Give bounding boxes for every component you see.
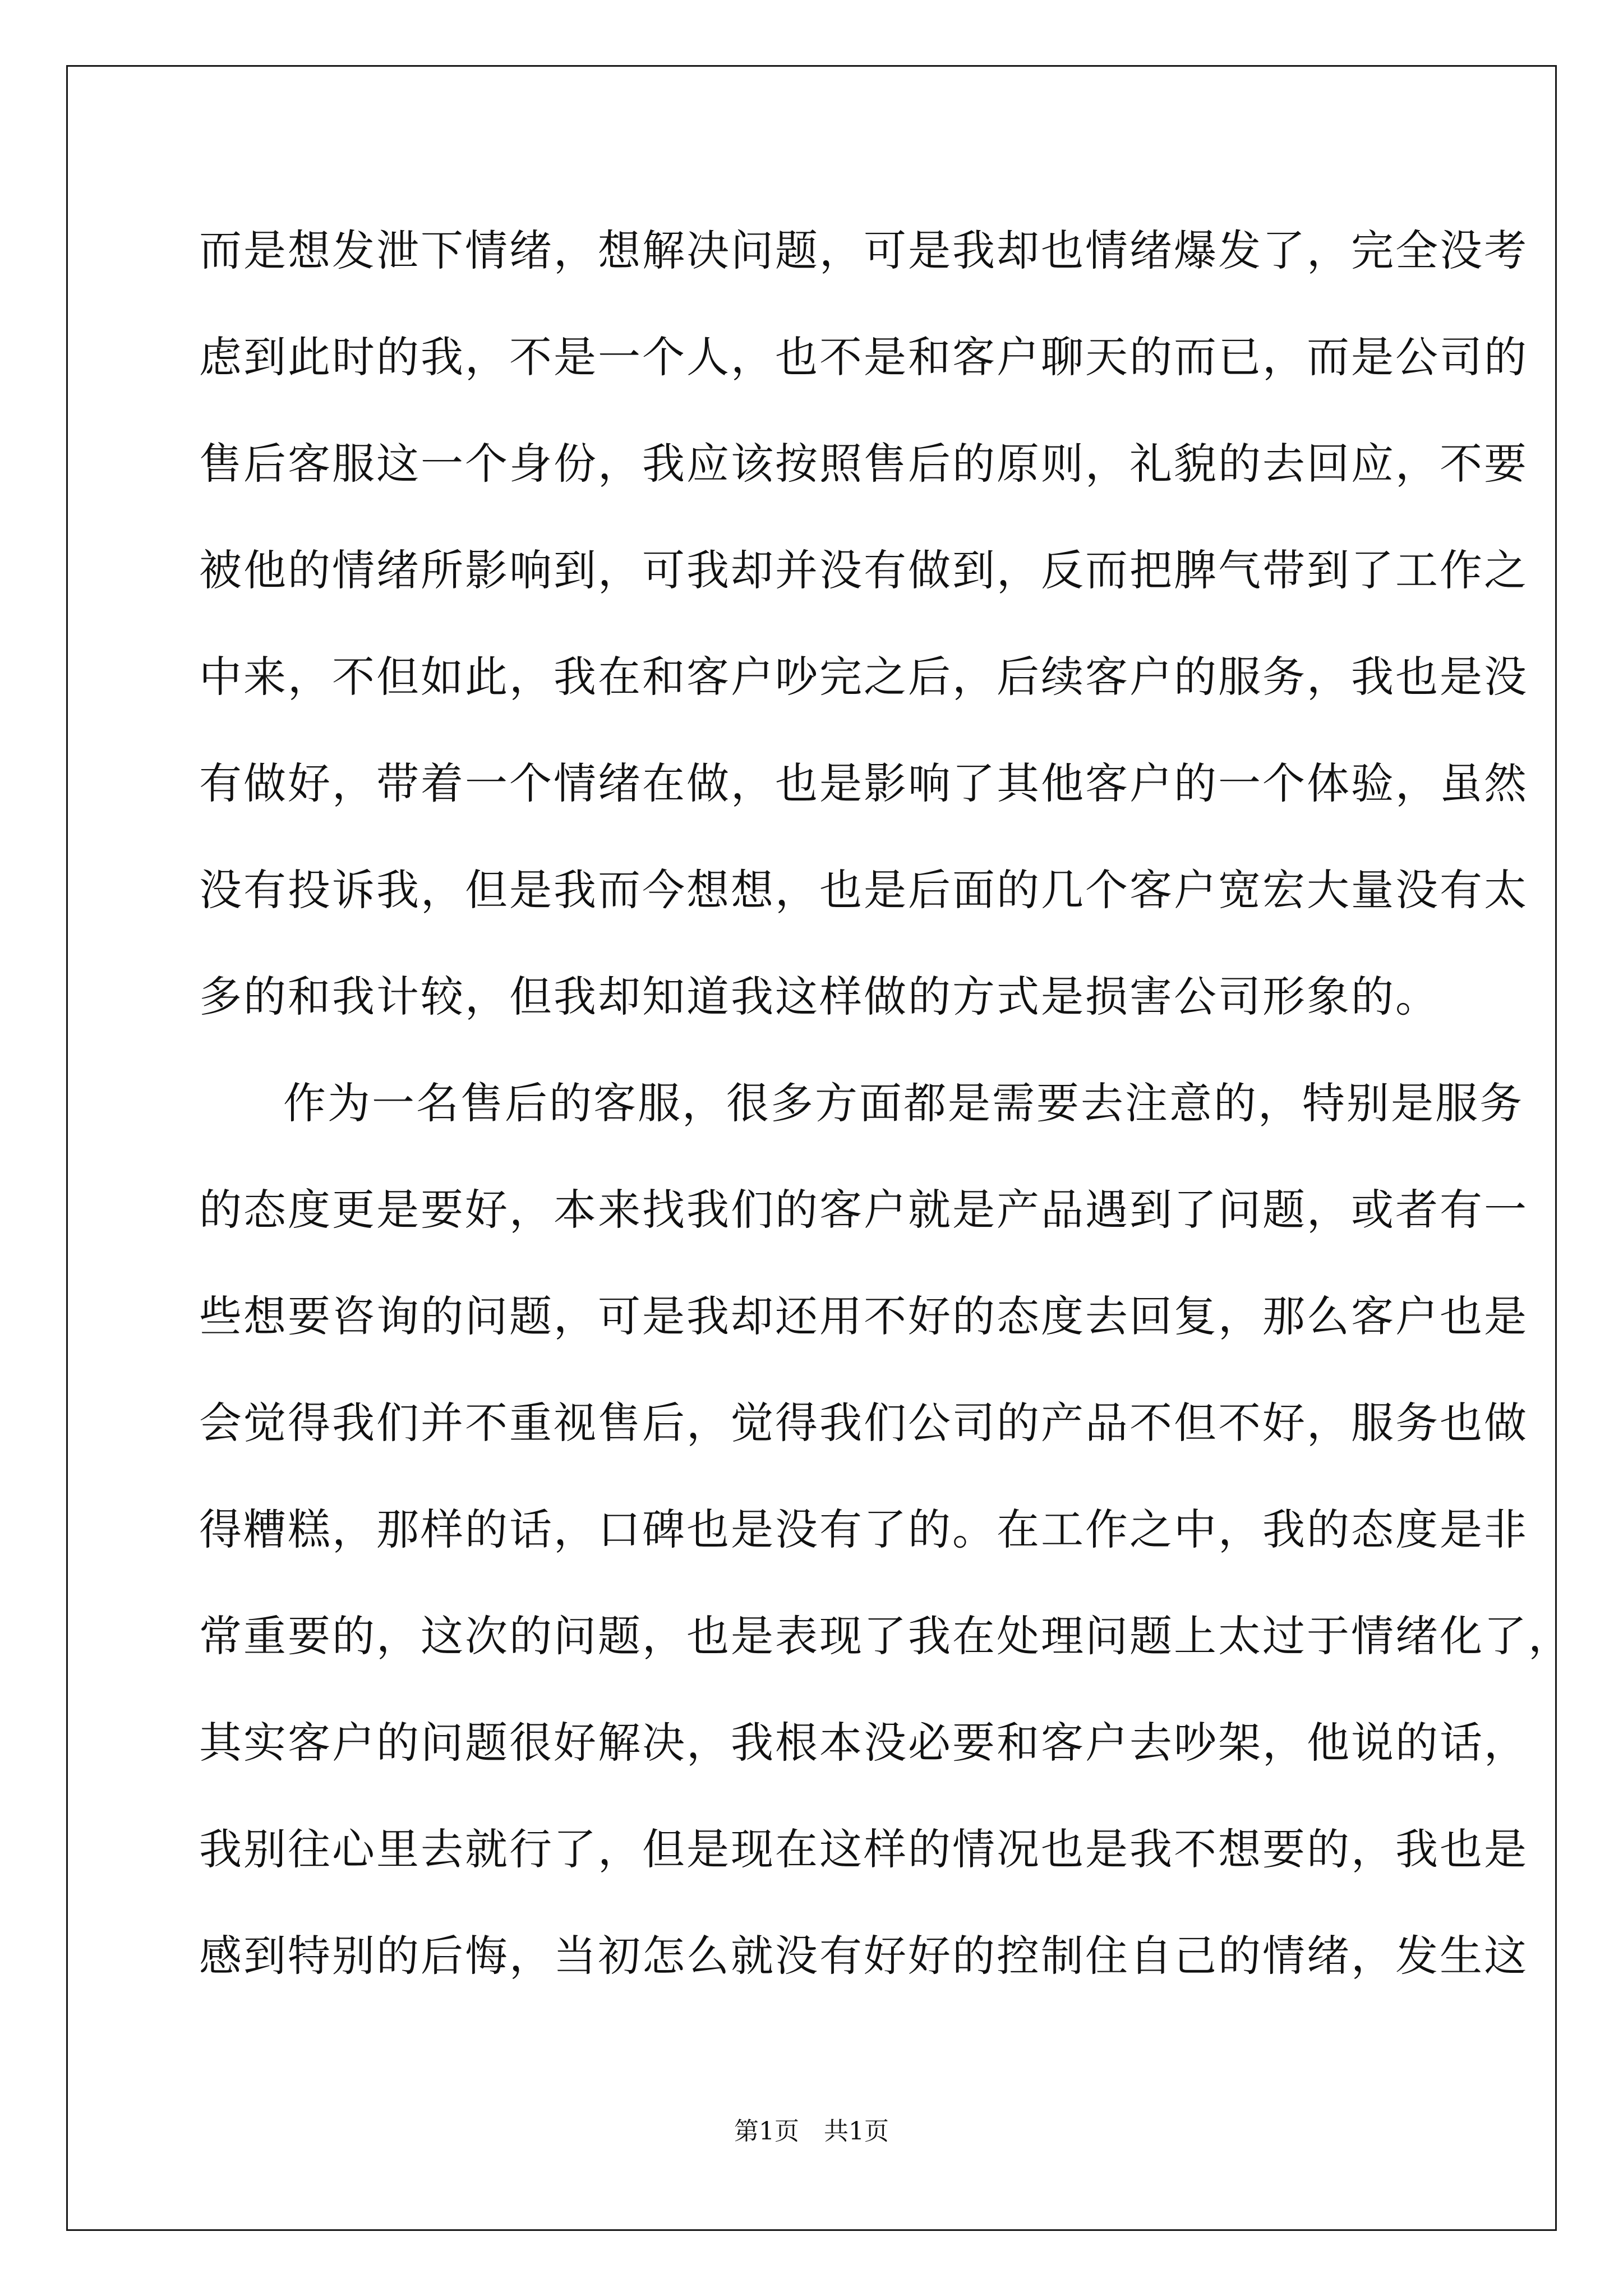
text-line: 中来，不但如此，我在和客户吵完之后，后续客户的服务，我也是没 [199,652,1528,702]
text-line: 有做好，带着一个情绪在做，也是影响了其他客户的一个体验，虽然 [199,758,1528,808]
text-line: 常重要的，这次的问题，也是表现了我在处理问题上太过于情绪化了， [199,1611,1573,1661]
page-number-footer: 第1页 共1页 [734,2117,889,2146]
text-line: 虑到此时的我，不是一个人，也不是和客户聊天的而已，而是公司的 [199,332,1528,382]
text-line: 得糟糕，那样的话，口碑也是没有了的。在工作之中，我的态度是非 [199,1504,1528,1554]
text-line: 我别往心里去就行了，但是现在这样的情况也是我不想要的，我也是 [199,1824,1528,1874]
text-line: 而是想发泄下情绪，想解决问题，可是我却也情绪爆发了，完全没考 [199,226,1528,275]
text-line: 其实客户的问题很好解决，我根本没必要和客户去吵架，他说的话， [199,1718,1528,1768]
text-line: 会觉得我们并不重视售后，觉得我们公司的产品不但不好，服务也做 [199,1398,1528,1448]
text-line: 多的和我计较，但我却知道我这样做的方式是损害公司形象的。 [199,972,1440,1022]
paragraph-first-line: 作为一名售后的客服，很多方面都是需要去注意的，特别是服务 [283,1078,1524,1128]
text-line: 被他的情绪所影响到，可我却并没有做到，反而把脾气带到了工作之 [199,545,1528,595]
text-line: 没有投诉我，但是我而今想想，也是后面的几个客户宽宏大量没有太 [199,865,1528,915]
text-line: 的态度更是要好，本来找我们的客户就是产品遇到了问题，或者有一 [199,1185,1528,1235]
text-line: 售后客服这一个身份，我应该按照售后的原则，礼貌的去回应，不要 [199,439,1528,489]
text-line: 些想要咨询的问题，可是我却还用不好的态度去回复，那么客户也是 [199,1291,1528,1341]
text-line: 感到特别的后悔，当初怎么就没有好好的控制住自己的情绪，发生这 [199,1931,1528,1981]
